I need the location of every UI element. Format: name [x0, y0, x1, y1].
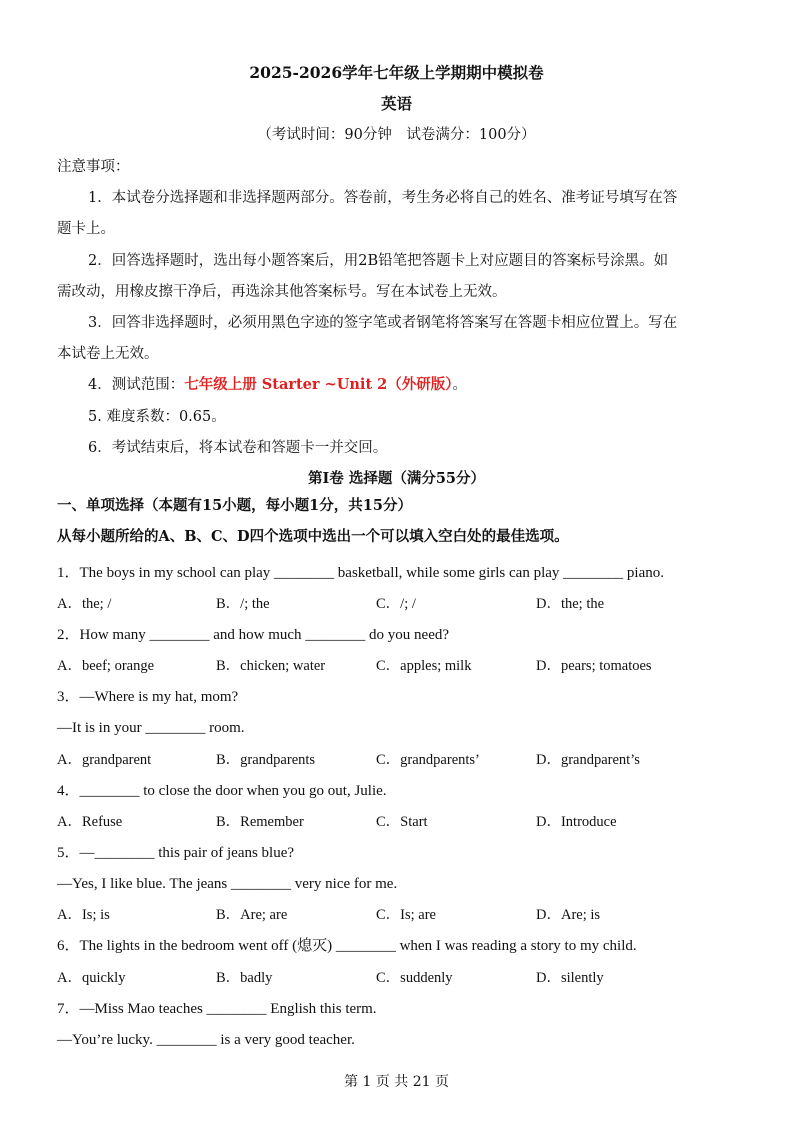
- question-3-stem-line-2: —It is in your ________ room.: [57, 720, 245, 736]
- notes-heading: 注意事项：: [57, 159, 130, 175]
- q2-option-c: C．apples; milk: [376, 658, 472, 674]
- note-4-prefix: 4．测试范围：: [88, 377, 185, 393]
- q4-option-b: B．Remember: [216, 814, 304, 830]
- q1-option-b: B．/; the: [216, 596, 270, 612]
- exam-title: 2025-2026学年七年级上学期期中模拟卷: [249, 63, 544, 82]
- question-5-stem: 5．—________ this pair of jeans blue?: [57, 845, 295, 861]
- question-4-stem: 4．________ to close the door when you go out, Julie.: [57, 783, 387, 799]
- note-5: 5. 难度系数：0.65。: [88, 409, 226, 425]
- q5-option-b: B．Are; are: [216, 907, 288, 923]
- q4-option-d: D．Introduce: [536, 814, 617, 830]
- part-1-instruction: 从每小题所给的A、B、C、D四个选项中选出一个可以填入空白处的最佳选项。: [57, 528, 569, 545]
- question-1-stem: 1．The boys in my school can play ________ basketball, while some girls can play ________ piano.: [57, 565, 664, 581]
- q6-option-d: D．silently: [536, 970, 604, 986]
- question-5-stem-line-2: —Yes, I like blue. The jeans ________ very nice for me.: [57, 876, 398, 892]
- note-4: [88, 375, 467, 395]
- note-1-line-2: 题卡上。: [57, 221, 115, 237]
- q4-option-c: C．Start: [376, 814, 428, 830]
- note-3-line-2: 本试卷上无效。: [57, 346, 159, 362]
- q2-option-a: A．beef; orange: [57, 658, 155, 674]
- q3-option-d: D．grandparent’s: [536, 752, 640, 768]
- q1-option-d: D．the; the: [536, 596, 605, 612]
- test-scope: 七年级上册 Starter ~Unit 2（外研版）: [184, 376, 453, 393]
- q5-option-c: C．Is; are: [376, 907, 436, 923]
- note-2-line-2: 需改动，用橡皮擦干净后，再选涂其他答案标号。写在本试卷上无效。: [57, 284, 507, 300]
- part-1-heading: 一、单项选择（本题有15小题，每小题1分，共15分）: [57, 497, 412, 514]
- page-number: 第 1 页 共 21 页: [344, 1074, 449, 1090]
- q1-option-c: C．/; /: [376, 596, 416, 612]
- note-2-line-1: 2．回答选择题时，选出每小题答案后，用2B铅笔把答题卡上对应题目的答案标号涂黑。如: [88, 253, 669, 269]
- q2-option-b: B．chicken; water: [216, 658, 326, 674]
- q4-option-a: A．Refuse: [57, 814, 123, 830]
- question-2-stem: 2．How many ________ and how much ________ do you need?: [57, 627, 450, 643]
- q5-option-a: A．Is; is: [57, 907, 110, 923]
- q6-option-c: C．suddenly: [376, 970, 453, 986]
- q3-option-c: C．grandparents’: [376, 752, 480, 768]
- note-1-line-1: 1．本试卷分选择题和非选择题两部分。答卷前，考生务必将自己的姓名、准考证号填写在答: [88, 190, 678, 206]
- q6-option-b: B．badly: [216, 970, 273, 986]
- note-3-line-1: 3．回答非选择题时，必须用黑色字迹的签字笔或者钢笔将答案写在答题卡相应位置上。写在: [88, 315, 678, 331]
- q1-option-a: A．the; /: [57, 596, 112, 612]
- section-title: 第Ⅰ卷 选择题（满分55分）: [307, 470, 485, 487]
- question-3-stem: 3．—Where is my hat, mom?: [57, 689, 239, 705]
- q6-option-a: A．quickly: [57, 970, 126, 986]
- q3-option-b: B．grandparents: [216, 752, 316, 768]
- note-4-suffix: 。: [452, 377, 468, 393]
- q3-option-a: A．grandparent: [57, 752, 152, 768]
- q2-option-d: D．pears; tomatoes: [536, 658, 652, 674]
- note-6: 6．考试结束后，将本试卷和答题卡一并交回。: [88, 440, 388, 456]
- question-7-stem: 7．—Miss Mao teaches ________ English this term.: [57, 1001, 377, 1017]
- subject-title: 英语: [380, 94, 412, 113]
- q5-option-d: D．Are; is: [536, 907, 601, 923]
- question-6-stem: 6．The lights in the bedroom went off (熄灭) ________ when I was reading a story to my child.: [57, 938, 637, 954]
- exam-info: （考试时间：90分钟 试卷满分：100分）: [257, 127, 536, 143]
- question-7-stem-line-2: —You’re lucky. ________ is a very good teacher.: [57, 1032, 355, 1048]
